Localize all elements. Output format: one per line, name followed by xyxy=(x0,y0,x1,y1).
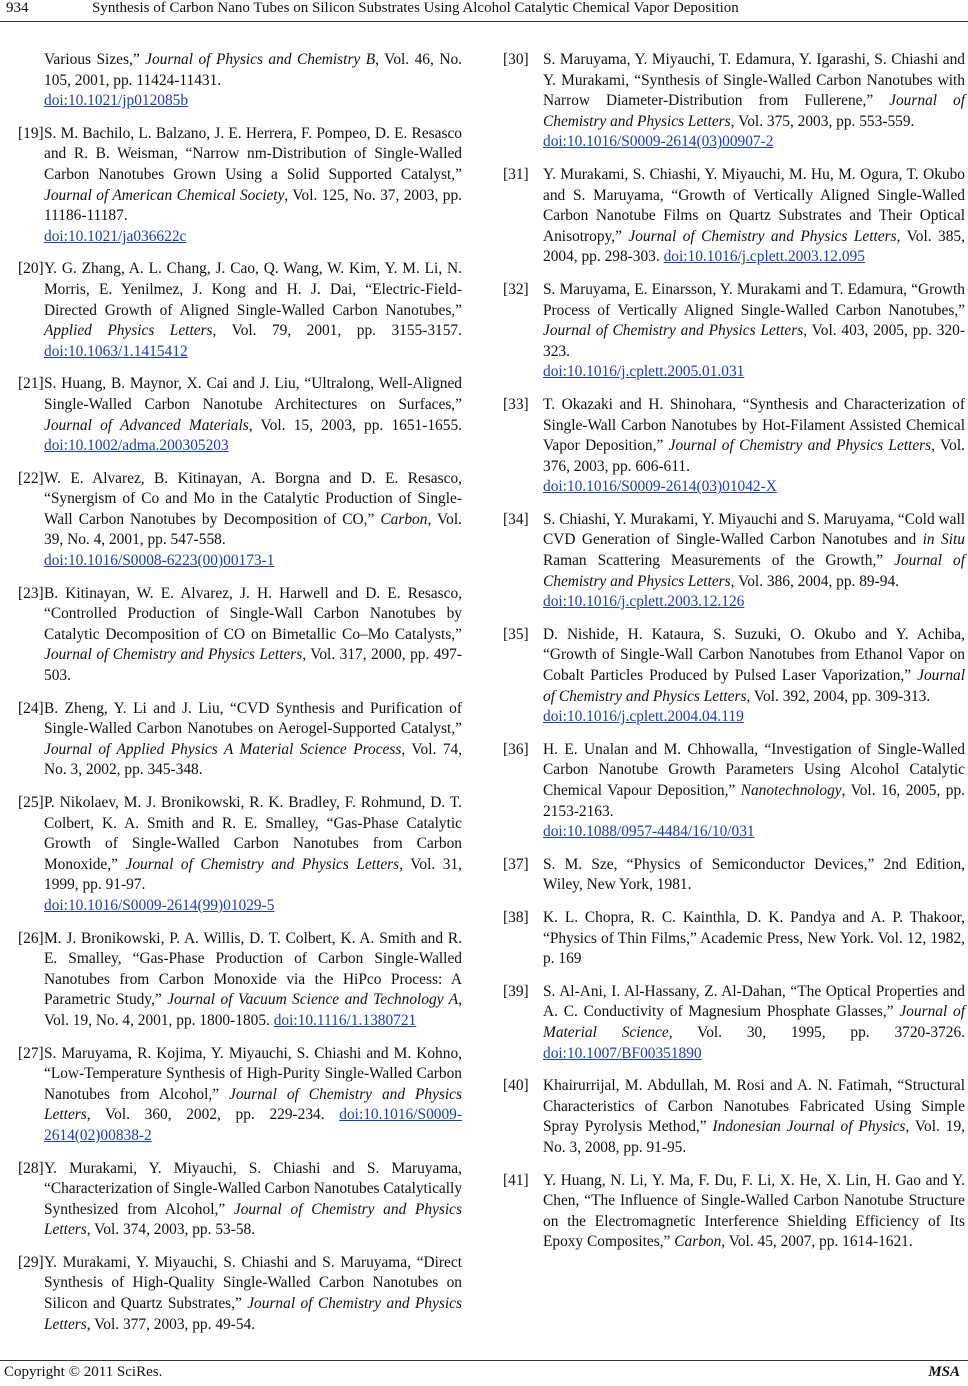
references-right-column xyxy=(503,50,965,1265)
ref-text: , Vol. 360, 2002, pp. 229-234. xyxy=(86,1106,340,1124)
ref-journal: Journal of Chemistry and Physics Letters xyxy=(44,646,303,664)
ref-text: , Vol. 376, 2003, pp. 606-611. xyxy=(543,437,965,475)
reference-item xyxy=(503,1171,965,1253)
header-rule xyxy=(0,21,968,22)
ref-number: [38] xyxy=(503,908,529,926)
ref-text: , Vol. 16, 2005, pp. 2153-2163. xyxy=(543,782,966,820)
ref-text: Y. G. Zhang, A. L. Chang, J. Cao, Q. Wang, W. Kim, Y. M. Li, N. Morris, E. Yenilmez, J. Kong and H. J. Dai, “Electric-Field-Directed Growth of Aligned Single-Walled Carbon Nanotubes,” xyxy=(44,260,462,319)
reference-item xyxy=(18,374,462,456)
ref-text: , Vol. 317, 2000, pp. 497-503. xyxy=(44,646,462,685)
ref-text: , Vol. 392, 2004, pp. 309-313. xyxy=(746,687,931,705)
ref-journal: Journal of Chemistry and Physics Letters xyxy=(44,1085,463,1124)
ref-journal: Indonesian Journal of Physics xyxy=(712,1118,906,1136)
reference-item xyxy=(18,259,462,362)
page-number: 934 xyxy=(6,0,29,16)
ref-text: , Vol. 15, 2003, pp. 1651-1655. xyxy=(248,416,462,434)
ref-number: [29] xyxy=(18,1253,44,1271)
page-header xyxy=(0,0,968,24)
ref-number: [23] xyxy=(18,584,44,602)
doi-link[interactable]: doi:10.1016/S0009-2614(03)01042-X xyxy=(543,478,777,496)
ref-number: [25] xyxy=(18,794,44,811)
page-footer xyxy=(0,1360,968,1386)
reference-item xyxy=(18,1044,462,1147)
doi-link[interactable]: doi:10.1021/ja036622c xyxy=(44,227,187,245)
ref-text: Y. Murakami, S. Chiashi, Y. Miyauchi, M. Hu, M. Ogura, T. Okubo and S. Maruyama, “Growth of Vertically Aligned Single-Walled Carbon Nanotube Films on Quartz Substrates and Their Optical Anisotropy,” xyxy=(543,165,965,245)
ref-text: , Vol. 31, 1999, pp. 91-97. xyxy=(44,855,463,894)
doi-link[interactable]: doi:10.1116/1.1380721 xyxy=(273,1011,417,1029)
ref-number: [35] xyxy=(503,625,529,643)
doi-link[interactable]: doi:10.1016/j.cplett.2003.12.095 xyxy=(663,248,865,266)
reference-item xyxy=(18,793,462,917)
ref-journal: Journal of Chemistry and Physics Letters xyxy=(543,322,804,340)
doi-link[interactable]: doi:10.1088/0957-4484/16/10/031 xyxy=(543,823,755,841)
reference-item xyxy=(18,469,462,572)
ref-text: Khairurrijal, M. Abdullah, M. Rosi and A. N. Fatimah, “Structural Characteristics of Carbon Nanotubes Fabricated Using Simple Spray Pyrolysis Method,” xyxy=(543,1077,965,1136)
ref-text: H. E. Unalan and M. Chhowalla, “Investigation of Single-Walled Carbon Nanotube Growth Parameters Using Alcohol Catalytic Chemical Vapour Deposition,” xyxy=(543,740,965,799)
ref-text: , Vol. 39, No. 4, 2001, pp. 547-558. xyxy=(44,510,462,549)
ref-number: [28] xyxy=(18,1159,44,1177)
ref-text: , Vol. 45, 2007, pp. 1614-1621. xyxy=(721,1233,913,1251)
ref-text: S. Maruyama, E. Einarsson, Y. Murakami and T. Edamura, “Growth Process of Vertically Aligned Single-Walled Carbon Nanotubes,” xyxy=(543,280,965,319)
ref-number: [31] xyxy=(503,165,529,183)
ref-text: , Vol. 385, 2004, pp. 298-303. xyxy=(543,227,965,266)
ref-journal: Journal of Material Science xyxy=(543,1003,966,1041)
doi-link[interactable]: doi:10.1007/BF00351890 xyxy=(543,1044,702,1062)
ref-number: [33] xyxy=(503,395,529,413)
ref-text: , Vol. 125, No. 37, 2003, pp. 11186-11187. xyxy=(44,186,462,225)
footer-rule xyxy=(0,1360,968,1361)
reference-item xyxy=(503,165,965,268)
ref-text: , Vol. 19, No. 4, 2001, pp. 1800-1805. xyxy=(44,991,462,1029)
ref-number: [19] xyxy=(18,124,44,142)
ref-number: [39] xyxy=(503,982,529,1000)
ref-text: Y. Murakami, Y. Miyauchi, S. Chiashi and S. Maruyama, “Direct Synthesis of High-Quality Single-Walled Carbon Nanotubes on Silicon and Quartz Substrates,” xyxy=(44,1253,462,1313)
ref-journal: Journal of Chemistry and Physics Letters xyxy=(543,92,965,130)
ref-number: [20] xyxy=(18,260,44,278)
ref-journal: Journal of Chemistry and Physics Letters xyxy=(44,1295,462,1333)
doi-link[interactable]: doi:10.1016/S0009-2614(99)01029-5 xyxy=(44,896,275,914)
reference-item xyxy=(503,625,965,728)
ref-journal: Applied Physics Letters xyxy=(44,322,213,340)
copyright-notice: Copyright © 2011 SciRes. xyxy=(4,1364,163,1380)
reference-item xyxy=(18,699,462,781)
ref-journal: Carbon xyxy=(380,510,428,528)
doi-link[interactable]: doi:10.1016/S0009-2614(03)00907-2 xyxy=(543,133,774,151)
ref-text: S. Maruyama, R. Kojima, Y. Miyauchi, S. Chiashi and M. Kohno, “Low-Temperature Synthesis of High-Purity Single-Walled Carbon Nanotubes from Alcohol,” xyxy=(44,1044,462,1103)
ref-text: , Vol. 46, No. 105, 2001, pp. 11424-11431. xyxy=(44,51,462,89)
ref-number: [30] xyxy=(503,51,529,68)
ref-journal: Nanotechnology xyxy=(740,782,842,799)
ref-number: [36] xyxy=(503,740,529,758)
ref-text: , Vol. 79, 2001, pp. 3155-3157. xyxy=(212,322,462,340)
reference-item xyxy=(18,1159,462,1241)
ref-journal: Journal of American Chemical Society xyxy=(44,186,285,204)
reference-item xyxy=(503,510,965,613)
doi-link[interactable]: doi:10.1002/adma.200305203 xyxy=(44,437,229,455)
reference-item xyxy=(18,1253,462,1335)
reference-item xyxy=(503,982,965,1064)
reference-item xyxy=(18,584,462,687)
ref-number: [41] xyxy=(503,1171,529,1189)
ref-journal: Journal of Physics and Chemistry B xyxy=(145,51,376,68)
ref-text: T. Okazaki and H. Shinohara, “Synthesis and Characterization of Single-Wall Carbon Nanotubes by Hot-Filament Assisted Chemical Vapor Deposition,” xyxy=(543,395,965,455)
ref-number: [22] xyxy=(18,469,44,487)
journal-abbreviation: MSA xyxy=(928,1364,960,1380)
ref-number: [24] xyxy=(18,699,44,717)
ref-text: K. L. Chopra, R. C. Kainthla, D. K. Pandya and A. P. Thakoor, “Physics of Thin Films,” Academic Press, New York. Vol. 12, 1982, p. 169 xyxy=(543,908,965,968)
ref-journal: Journal of Chemistry and Physics Letters xyxy=(543,667,965,705)
ref-number: [40] xyxy=(503,1077,529,1095)
ref-text: W. E. Alvarez, B. Kitinayan, A. Borgna and D. E. Resasco, “Synergism of Co and Mo in the Catalytic Production of Single-Wall Carbon Nanotubes by Decomposition of CO,” xyxy=(44,469,462,528)
ref-journal: Journal of Vacuum Science and Technology A xyxy=(167,991,459,1009)
reference-item xyxy=(503,855,965,896)
reference-item xyxy=(503,280,965,383)
ref-journal: Journal of Chemistry and Physics Letters xyxy=(125,855,400,873)
doi-link[interactable]: doi:10.1016/j.cplett.2005.01.031 xyxy=(543,363,745,381)
ref-text: S. Huang, B. Maynor, X. Cai and J. Liu, “Ultralong, Well-Aligned Single-Walled Carbon Nanotube Architectures on Surfaces,” xyxy=(44,375,462,413)
ref-number: [32] xyxy=(503,280,529,298)
ref-journal: Journal of Chemistry and Physics Letters xyxy=(543,552,966,590)
ref-text: , Vol. 375, 2003, pp. 553-559. xyxy=(730,112,915,130)
ref-text: S. M. Sze, “Physics of Semiconductor Devices,” 2nd Edition, Wiley, New York, 1981. xyxy=(543,855,965,894)
ref-journal: Journal of Advanced Materials xyxy=(44,416,249,434)
ref-text: Raman Scattering Measurements of the Growth,” xyxy=(543,552,895,570)
ref-text: , Vol. 386, 2004, pp. 89-94. xyxy=(730,572,899,590)
ref-text: , Vol. 377, 2003, pp. 49-54. xyxy=(86,1315,256,1333)
reference-item xyxy=(18,50,462,112)
ref-text: , Vol. 19, No. 3, 2008, pp. 91-95. xyxy=(543,1118,965,1156)
running-title: Synthesis of Carbon Nano Tubes on Silicon Substrates Using Alcohol Catalytic Chemical Vapor Deposition xyxy=(92,0,739,16)
reference-item xyxy=(503,908,965,970)
doi-link[interactable]: doi:10.1063/1.1415412 xyxy=(44,342,188,360)
doi-link[interactable]: doi:10.1016/j.cplett.2004.04.119 xyxy=(543,708,744,726)
doi-link[interactable]: doi:10.1016/j.cplett.2003.12.126 xyxy=(543,593,745,611)
ref-journal: Carbon xyxy=(674,1233,722,1251)
doi-link[interactable]: doi:10.1016/S0008-6223(00)00173-1 xyxy=(44,552,275,570)
doi-link[interactable]: doi:10.1016/S0009-2614(02)00838-2 xyxy=(44,1106,462,1144)
reference-item xyxy=(503,1076,965,1158)
ref-text: S. Maruyama, Y. Miyauchi, T. Edamura, Y. Igarashi, S. Chiashi and Y. Murakami, “Synthesis of Single-Walled Carbon Nanotubes with Narrow Diameter-Distribution from Fullerene,” xyxy=(543,51,965,110)
ref-text: Various Sizes,” xyxy=(44,51,146,68)
ref-text: S. Al-Ani, I. Al-Hassany, Z. Al-Dahan, “The Optical Properties and A. C. Conductivity of Magnesium Phosphate Glasses,” xyxy=(543,982,965,1021)
ref-number: [26] xyxy=(18,929,44,947)
ref-text: B. Kitinayan, W. E. Alvarez, J. H. Harwell and D. E. Resasco, “Controlled Production of Single-Wall Carbon Nanotubes by Catalytic Decomposition of CO on Bimetallic Co–Mo Catalysts,” xyxy=(44,584,462,643)
ref-italic: in Situ xyxy=(922,531,965,549)
ref-number: [27] xyxy=(18,1044,44,1062)
ref-journal: Journal of Chemistry and Physics Letters xyxy=(44,1200,463,1239)
ref-text: , Vol. 74, No. 3, 2002, pp. 345-348. xyxy=(44,740,462,779)
reference-item xyxy=(503,395,965,498)
ref-journal: Journal of Chemistry and Physics Letters xyxy=(668,437,932,455)
references-left-column xyxy=(18,50,462,1347)
ref-text: P. Nikolaev, M. J. Bronikowski, R. K. Bradley, F. Rohmund, D. T. Colbert, K. A. Smith and R. E. Smalley, “Gas-Phase Catalytic Growth of Single-Walled Carbon Nanotubes from Carbon Monoxide,” xyxy=(44,794,462,873)
ref-text: B. Zheng, Y. Li and J. Liu, “CVD Synthesis and Purification of Single-Walled Carbon Nanotubes on Aerogel-Supported Catalyst,” xyxy=(44,699,462,738)
ref-text: , Vol. 30, 1995, pp. 3720-3726. xyxy=(668,1023,965,1041)
ref-text: M. J. Bronikowski, P. A. Willis, D. T. Colbert, K. A. Smith and R. E. Smalley, “Gas-Phase Production of Carbon Single-Walled Nanotubes from Carbon Monoxide via the HiPco Process: A Parametric Study,” xyxy=(44,929,462,1009)
ref-journal: Journal of Applied Physics A Material Science Process xyxy=(44,740,402,758)
ref-number: [34] xyxy=(503,510,529,528)
ref-text: D. Nishide, H. Kataura, S. Suzuki, O. Okubo and Y. Achiba, “Growth of Single-Wall Carbon Nanotubes from Ethanol Vapor on Cobalt Particles Produced by Pulsed Laser Vaporization,” xyxy=(543,625,965,685)
reference-item xyxy=(18,929,462,1032)
ref-text: S. M. Bachilo, L. Balzano, J. E. Herrera, F. Pompeo, D. E. Resasco and R. B. Weisman, “Narrow nm-Distribution of Single-Walled Carbon Nanotubes Grown Using a Solid Supported Catalyst,” xyxy=(44,124,462,183)
ref-number: [37] xyxy=(503,855,529,873)
doi-link[interactable]: doi:10.1021/jp012085b xyxy=(44,92,189,110)
ref-journal: Journal of Chemistry and Physics Letters xyxy=(628,227,897,245)
ref-text: S. Chiashi, Y. Murakami, Y. Miyauchi and S. Maruyama, “Cold wall CVD Generation of Single-Walled Carbon Nanotubes and xyxy=(543,510,965,549)
ref-number: [21] xyxy=(18,375,44,393)
reference-item xyxy=(503,50,965,153)
ref-text: , Vol. 403, 2005, pp. 320-323. xyxy=(543,322,965,360)
ref-text: , Vol. 374, 2003, pp. 53-58. xyxy=(86,1221,256,1239)
reference-item xyxy=(503,740,965,843)
ref-text: Y. Murakami, Y. Miyauchi, S. Chiashi and S. Maruyama, “Characterization of Single-Walled Carbon Nanotubes Catalytically Synthesized from Alcohol,” xyxy=(44,1159,463,1218)
reference-item xyxy=(18,124,462,248)
ref-text: Y. Huang, N. Li, Y. Ma, F. Du, F. Li, X. He, X. Lin, H. Gao and Y. Chen, “The Influence of Single-Walled Carbon Nanotube Structure on the Electromagnetic Interference Shielding Efficiency of Its Epoxy Composites,” xyxy=(543,1171,965,1251)
